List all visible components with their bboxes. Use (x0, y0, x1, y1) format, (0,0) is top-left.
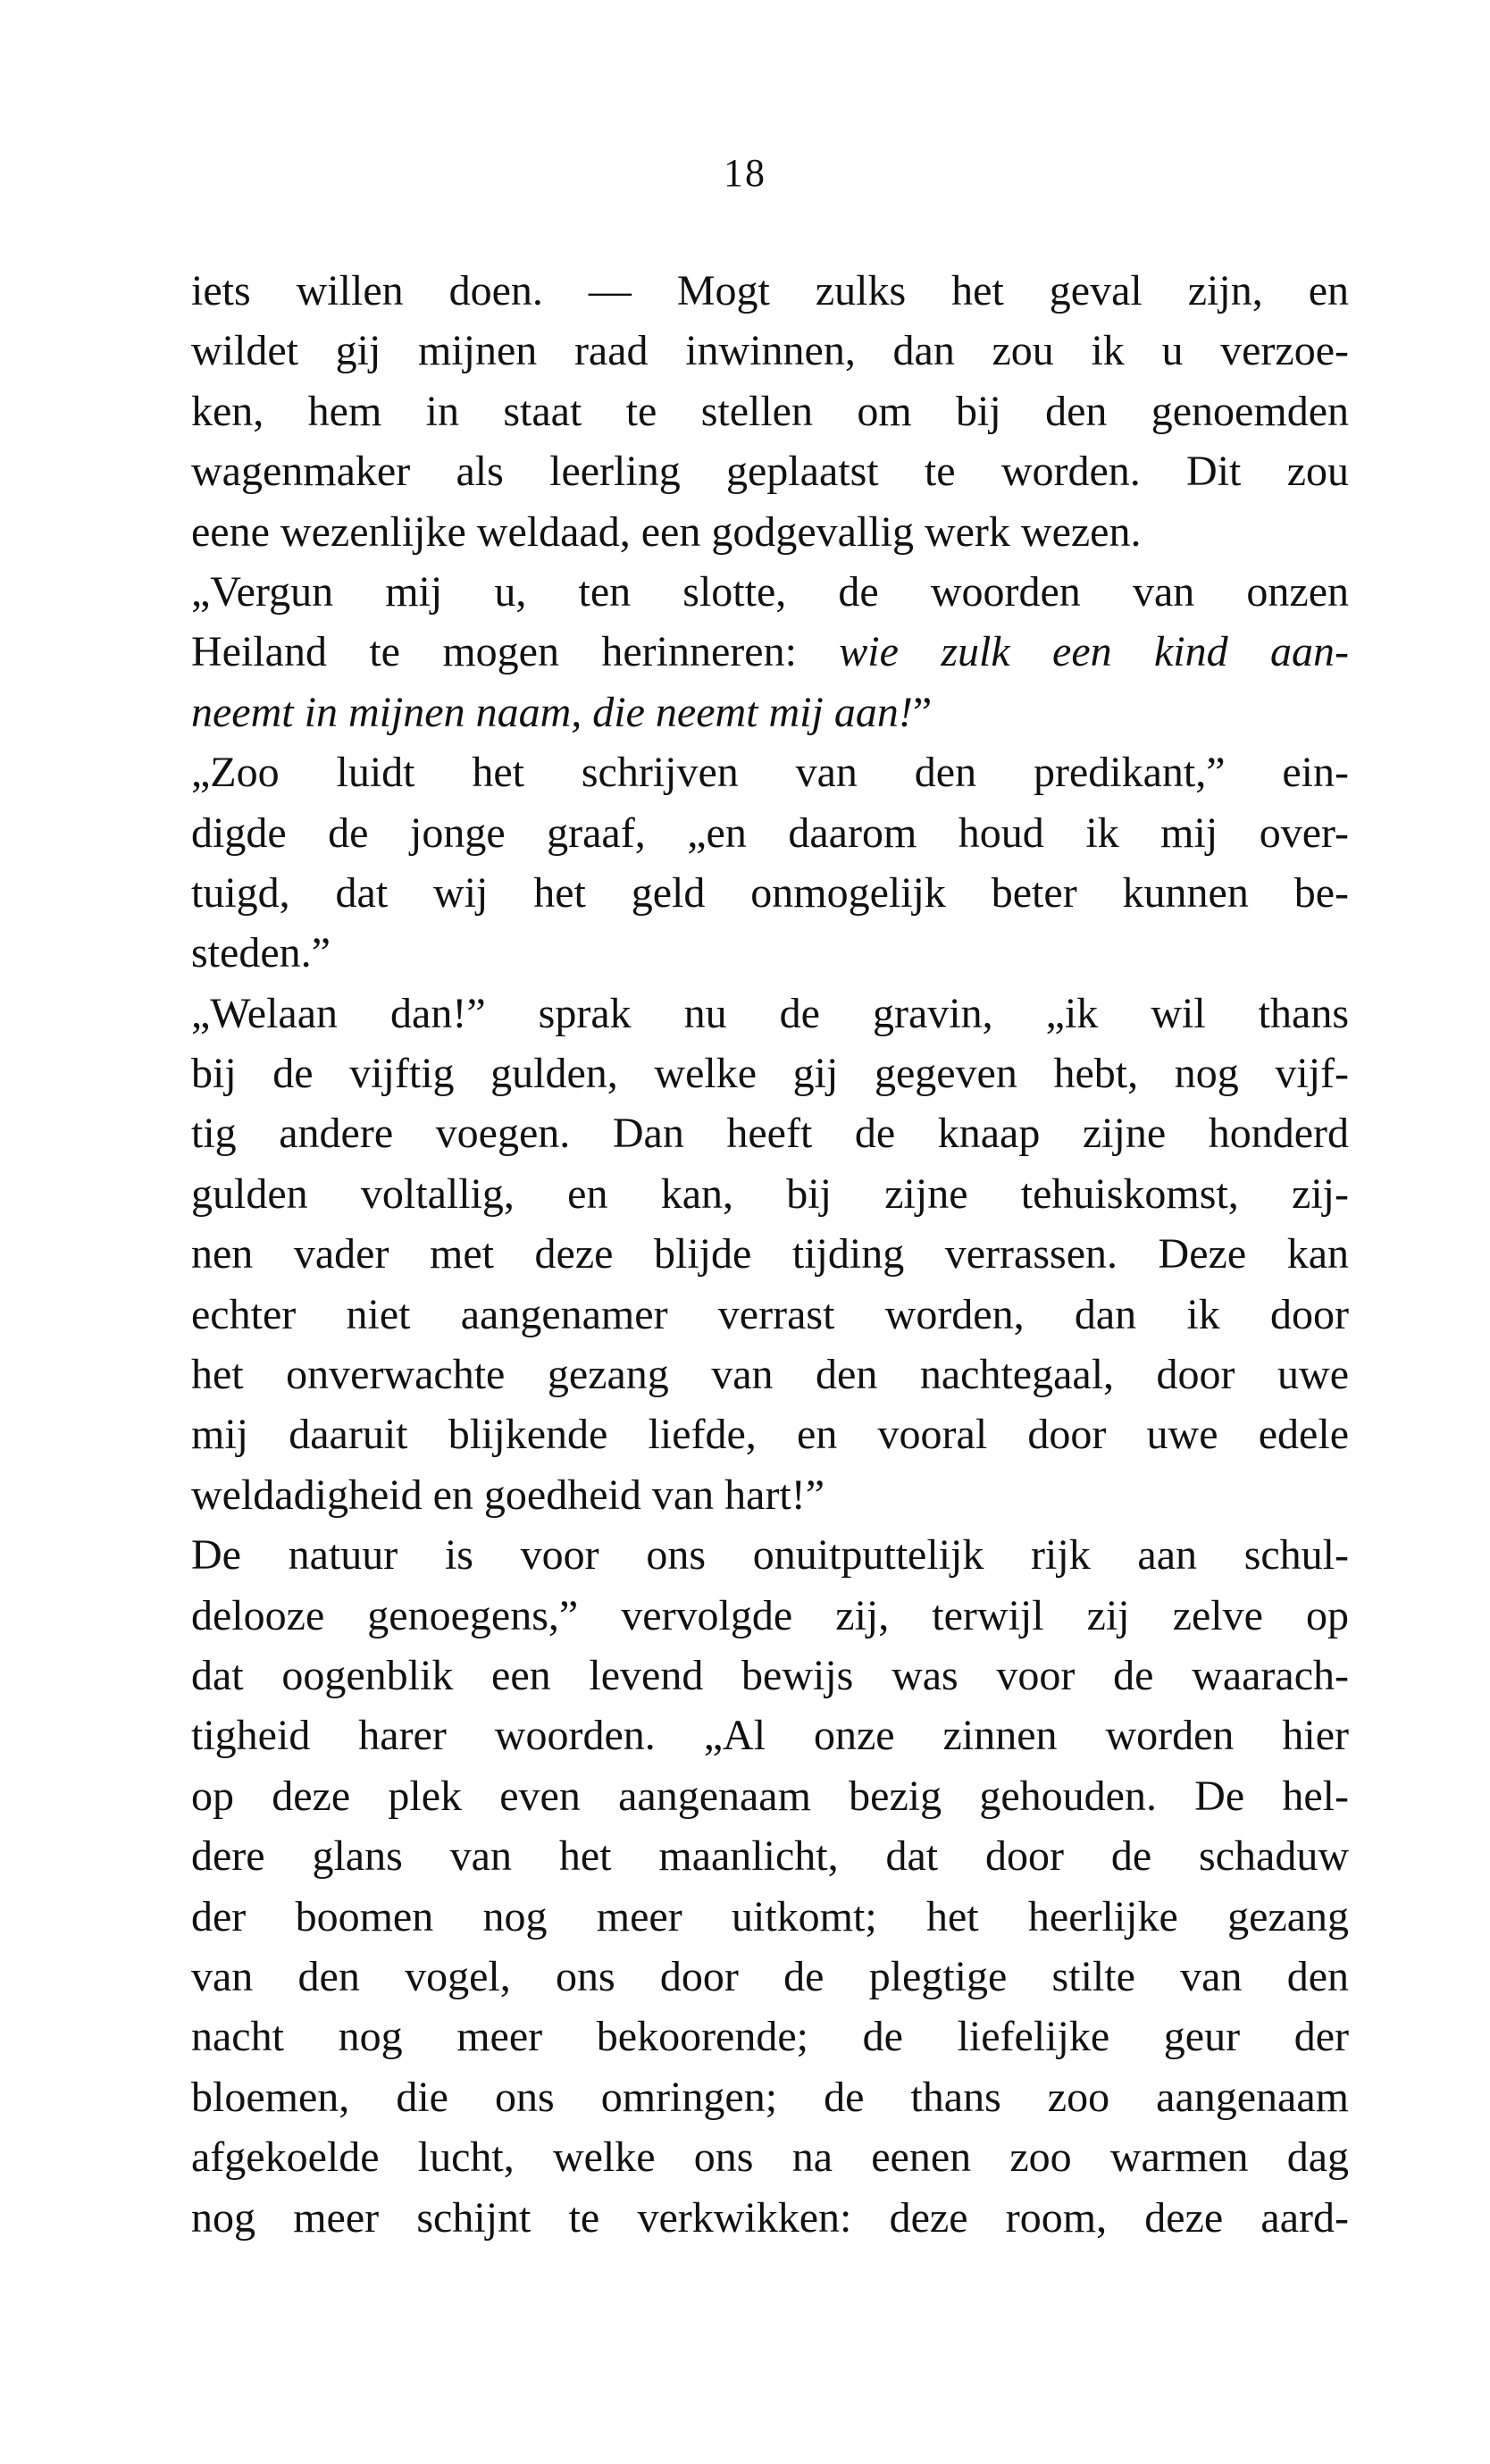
text-line (191, 1706, 1349, 1765)
line-text: op deze plek even aangenaam bezig gehouden. De hel- (191, 1772, 1349, 1820)
page-number: 18 (724, 151, 766, 195)
line-text: der boomen nog meer uitkomt; het heerlijke gezang (191, 1892, 1349, 1940)
text-line (191, 2127, 1349, 2187)
line-text: bloemen, die ons omringen; de thans zoo aangenaam (191, 2073, 1349, 2121)
text-line (191, 321, 1349, 381)
line-text: dere glans van het maanlicht, dat door de schaduw (191, 1832, 1349, 1881)
line-text: steden.” (191, 929, 331, 977)
text-line (191, 2067, 1349, 2127)
text-line (191, 1586, 1349, 1646)
italic-text: wie zulk een kind aan- (839, 628, 1349, 676)
line-text: tuigd, dat wij het geld onmogelijk beter kunnen be- (191, 868, 1349, 917)
text-line (191, 742, 1349, 802)
text-line (191, 1887, 1349, 1947)
text-line (191, 1826, 1349, 1886)
text-line (191, 2188, 1349, 2248)
line-text: Heiland te mogen herinneren: (191, 628, 840, 676)
line-text: wildet gij mijnen raad inwinnen, dan zou ik u verzoe- (191, 327, 1349, 375)
line-text: De natuur is voor ons onuitputtelijk rijk aan schul- (191, 1531, 1349, 1580)
line-text: tig andere voegen. Dan heeft de knaap zijne honderd (191, 1110, 1349, 1158)
text-line (191, 441, 1349, 501)
line-text: het onverwachte gezang van den nachtegaal, door uwe (191, 1351, 1349, 1399)
line-text: wagenmaker als leerling geplaatst te worden. Dit zou (191, 448, 1349, 496)
line-text: iets willen doen. — Mogt zulks het geval zijn, en (191, 267, 1349, 314)
text-line (191, 381, 1349, 441)
text-line (191, 863, 1349, 923)
text-line (191, 1224, 1349, 1284)
line-text: afgekoelde lucht, welke ons na eenen zoo warmen dag (191, 2133, 1349, 2182)
text-line (191, 1164, 1349, 1224)
line-text: ” (912, 688, 933, 736)
line-text: van den vogel, ons door de plegtige stilte van den (191, 1952, 1349, 2000)
text-line (191, 1766, 1349, 1826)
text-line (191, 502, 1349, 562)
text-line (191, 2007, 1349, 2066)
text-line (191, 1043, 1349, 1103)
line-text: „Zoo luidt het schrijven van den predikant,” ein- (191, 749, 1349, 797)
text-line (191, 261, 1349, 321)
line-text: echter niet aangenamer verrast worden, dan ik door (191, 1290, 1349, 1338)
line-text: eene wezenlijke weldaad, een godgevallig werk wezen. (191, 507, 1142, 556)
line-text: ken, hem in staat te stellen om bij den genoemden (191, 387, 1349, 435)
line-text: delooze genoegens,” vervolgde zij, terwijl zij zelve op (191, 1591, 1349, 1639)
line-text: mij daaruit blijkende liefde, en vooral door uwe edele (191, 1411, 1349, 1459)
text-line (191, 1525, 1349, 1585)
text-line (191, 562, 1349, 622)
text-line (191, 1646, 1349, 1706)
text-line (191, 923, 1349, 983)
line-text: tigheid harer woorden. „Al onze zinnen worden hier (191, 1712, 1349, 1760)
line-text: nen vader met deze blijde tijding verrassen. Deze kan (191, 1230, 1349, 1278)
body-text (191, 261, 1349, 2248)
text-line (191, 1465, 1349, 1525)
text-line (191, 803, 1349, 863)
line-text: „Vergun mij u, ten slotte, de woorden van onzen (191, 567, 1349, 616)
text-line (191, 984, 1349, 1043)
line-text: weldadigheid en goedheid van hart!” (191, 1471, 825, 1519)
text-line (191, 1285, 1349, 1345)
line-text: gulden voltallig, en kan, bij zijne tehuiskomst, zij- (191, 1169, 1349, 1218)
line-text: digde de jonge graaf, „en daarom houd ik mij over- (191, 809, 1349, 857)
line-text: dat oogenblik een levend bewijs was voor de waarach- (191, 1651, 1349, 1699)
line-text: „Welaan dan!” sprak nu de gravin, „ik wil thans (191, 989, 1349, 1037)
line-text: nacht nog meer bekoorende; de liefelijke geur der (191, 2013, 1349, 2061)
text-line (191, 1404, 1349, 1464)
text-line (191, 1103, 1349, 1163)
line-text: nog meer schijnt te verkwikken: deze room, deze aard- (191, 2193, 1349, 2242)
italic-text: neemt in mijnen naam, die neemt mij aan! (191, 688, 913, 736)
text-line (191, 1947, 1349, 2007)
line-text: bij de vijftig gulden, welke gij gegeven hebt, nog vijf- (191, 1050, 1349, 1098)
text-line (191, 1345, 1349, 1404)
text-line (191, 683, 1349, 742)
text-line (191, 622, 1349, 682)
